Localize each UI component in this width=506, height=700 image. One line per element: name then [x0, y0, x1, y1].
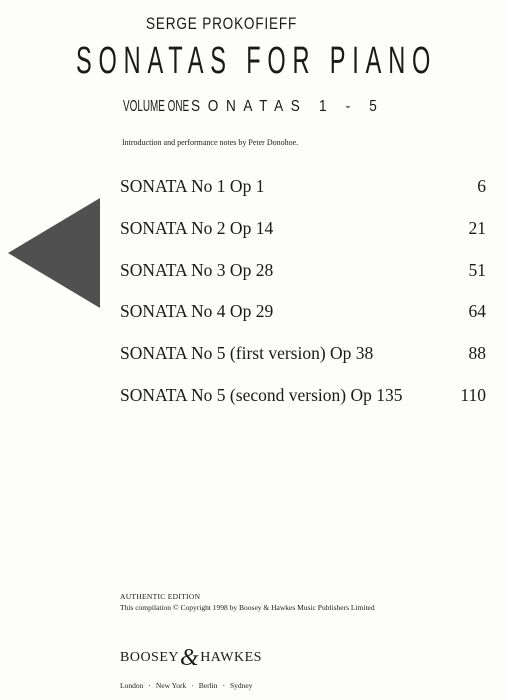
entry-title: SONATA No 3 Op 28 — [120, 260, 274, 280]
entry-page: 110 — [460, 385, 486, 405]
city: Berlin — [198, 681, 218, 690]
entry-title: SONATA No 4 Op 29 — [120, 301, 274, 321]
entry-title: SONATA No 1 Op 1 — [120, 176, 265, 196]
copyright-notice: This compilation © Copyright 1998 by Boosey & Hawkes Music Publishers Limited — [120, 603, 375, 612]
contents-entry — [120, 343, 486, 367]
contents-entry — [120, 260, 486, 284]
composer-name: SERGE PROKOFIEFF — [146, 14, 298, 33]
publisher-ampersand: & — [180, 645, 200, 671]
entry-page: 51 — [468, 260, 486, 280]
book-title: SONATAS FOR PIANO — [76, 40, 438, 82]
entry-title: SONATA No 5 (second version) Op 135 — [120, 385, 403, 405]
entry-page: 21 — [468, 218, 486, 238]
city: London — [120, 681, 144, 690]
intro-note: Introduction and performance notes by Peter Donohoe. — [122, 138, 299, 147]
contents-entry — [120, 218, 486, 242]
contents-entry — [120, 385, 486, 409]
volume-range: SONATAS 1 - 5 — [191, 98, 385, 115]
publisher-cities — [120, 681, 253, 690]
entry-title: SONATA No 2 Op 14 — [120, 218, 274, 238]
city: New York — [155, 681, 187, 690]
separator-dot: · — [222, 681, 226, 690]
entry-page: 88 — [468, 343, 486, 363]
entry-page: 6 — [477, 176, 486, 196]
city: Sydney — [230, 681, 253, 690]
contents-entry — [120, 301, 486, 325]
publisher-name-right: HAWKES — [200, 650, 262, 665]
edition-label: AUTHENTIC EDITION — [120, 592, 201, 601]
publisher-name-left: BOOSEY — [120, 650, 180, 665]
entry-page: 64 — [468, 301, 486, 321]
separator-dot: · — [191, 681, 194, 690]
volume-label: VOLUME ONE — [123, 98, 190, 115]
entry-title: SONATA No 5 (first version) Op 38 — [120, 343, 374, 363]
separator-dot: · — [148, 681, 151, 690]
publisher-logo — [120, 645, 262, 672]
volume-line — [123, 98, 385, 116]
contents-entry — [120, 176, 486, 200]
triangle-marker-icon — [8, 198, 100, 308]
